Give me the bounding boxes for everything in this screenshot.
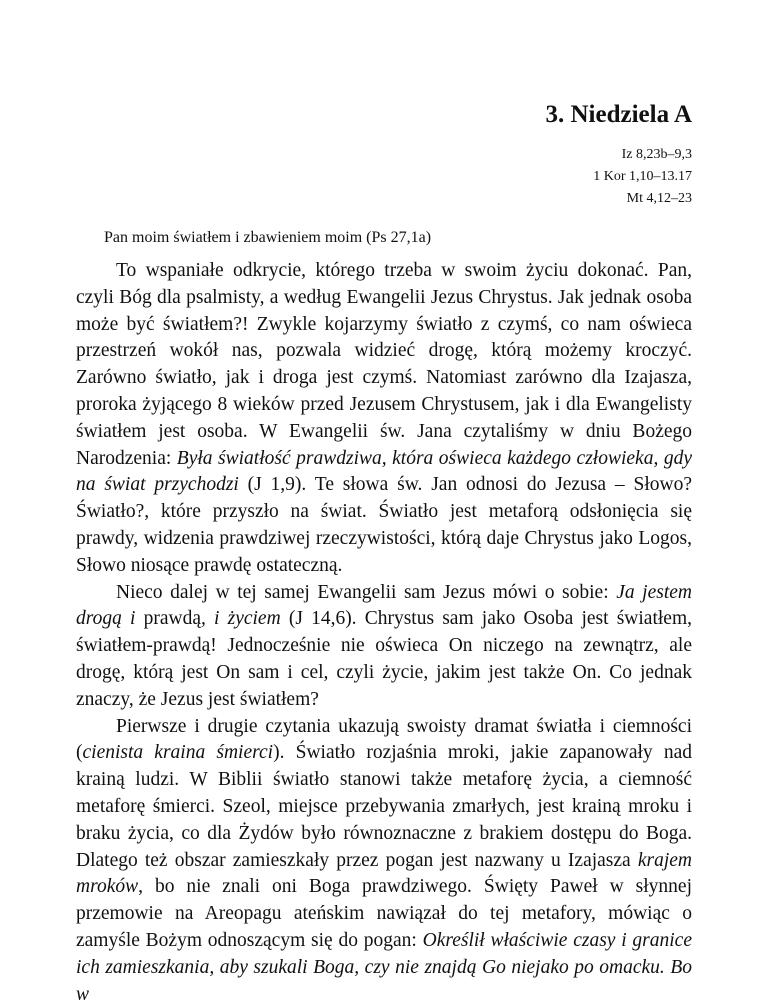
text-span: Nieco dalej w tej samej Ewangelii sam Jezus mówi o sobie: [116, 581, 617, 603]
readings-references [593, 144, 692, 210]
reading-reference: 1 Kor 1,10–13.17 [593, 169, 692, 184]
reading-reference: Iz 8,23b–9,3 [621, 147, 692, 162]
page-title: 3. Niedziela A [545, 101, 692, 128]
text-span: (J 1,9). Te słowa św. Jan odnosi do Jezusa – Słowo? Światło?, które przyszło na świat. Światło jest metaforą odsłonięcia się prawdy, widzenia prawdziwej rzeczywistości, którą daje Chrystus jako Logos, Słowo niosące prawdę ostateczną. [76, 474, 692, 576]
body-text [76, 258, 692, 1008]
paragraph [76, 258, 692, 580]
paragraph [76, 580, 692, 714]
quote-italic: , i życiem [201, 608, 281, 630]
quote-italic: Była światłość prawdziwa, która oświeca każdego człowieka, gdy na świat przychodzi [76, 447, 692, 496]
quote-italic: Ja jestem drogą i [76, 581, 692, 630]
text-span: To wspaniałe odkrycie, którego trzeba w swoim życiu dokonać. Pan, czyli Bóg dla psalmisty, a według Ewangelii Jezus Chrystus. Jak jednak osoba może być światłem?! Zwykle kojarzymy światło z czymś, co nam oświeca przestrzeń wokół nas, pozwala widzieć drogę, którą możemy kroczyć. Zarówno światło, jak i droga jest czymś. Natomiast zarówno dla Izajasza, proroka żyjącego 8 wieków przed Jezusem Chrystusem, jak i dla Ewangelisty światłem jest osoba. W Ewangelii św. Jana czytaliśmy w dniu Bożego Narodzenia: [76, 260, 692, 469]
paragraph [76, 714, 692, 1008]
psalm-verse: Pan moim światłem i zbawieniem moim (Ps 27,1a) [104, 229, 432, 246]
reading-reference: Mt 4,12–23 [626, 191, 692, 206]
quote-italic: Określił właściwie czasy i granice ich zamieszkania, aby szukali Boga, czy nie znajdą Go niejako po omacku. Bo w [76, 929, 692, 1005]
text-span: prawdą [135, 608, 201, 630]
text-span: (J 14,6). Chrystus sam jako Osoba jest światłem, światłem-prawdą! Jednocześnie nie oświeca On niczego na zewnątrz, ale drogę, którą jest On sam i cel, czyli życie, jakim jest także On. Co jednak znaczy, że Jezus jest światłem? [76, 608, 692, 710]
text-span: Pierwsze i drugie czytania ukazują swoisty dramat światła i ciemności ( [76, 715, 692, 764]
text-span: , bo nie znali oni Boga prawdziwego. Święty Paweł w słynnej przemowie na Areopagu ateńskim nawiązał do tej metafory, mówiąc o zamyśle Bożym odnoszącym się do pogan: [76, 876, 692, 951]
quote-italic: krajem mroków [76, 849, 692, 898]
text-span: ). Światło rozjaśnia mroki, jakie zapanowały nad krainą ludzi. W Biblii światło stanowi także metaforę życia, a ciemność metaforę śmierci. Szeol, miejsce przebywania zmarłych, jest krainą mroku i braku życia, co dla Żydów było równoznaczne z brakiem dostępu do Boga. Dlatego też obszar zamieszkały przez pogan jest nazwany u Izajasza [76, 742, 693, 871]
quote-italic: cienista kraina śmierci [82, 742, 274, 764]
